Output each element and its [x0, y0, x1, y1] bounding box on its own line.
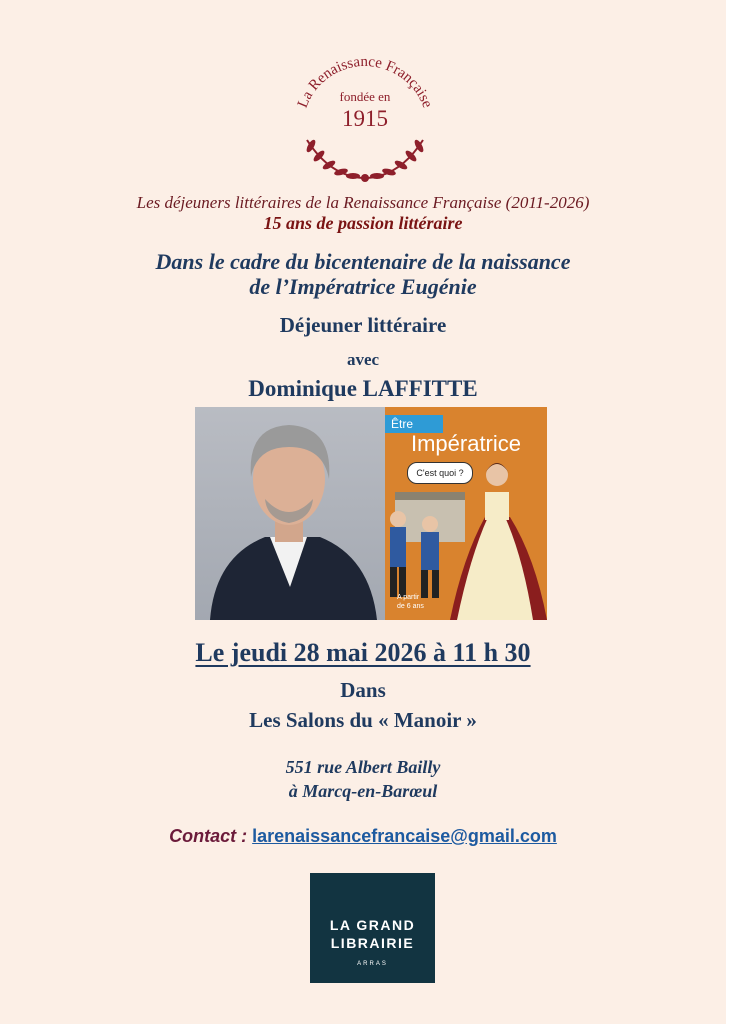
event-type: Déjeuner littéraire	[279, 313, 447, 337]
contact-line	[0, 826, 726, 847]
renaissance-francaise-logo	[285, 28, 445, 188]
series-tagline: 15 ans de passion littéraire	[263, 213, 463, 233]
book-age-line-2: de 6 ans	[397, 603, 424, 610]
contact-email-link[interactable]: larenaissancefrancaise@gmail.com	[252, 826, 557, 846]
contact-label: Contact :	[169, 826, 248, 846]
portrait-icon	[195, 407, 385, 620]
address-line-1: 551 rue Albert Bailly	[285, 757, 441, 777]
context-line-1: Dans le cadre du bicentenaire de la naissance	[155, 249, 571, 274]
partner-line-3: ARRAS	[357, 961, 388, 967]
logo-founded-year: 1915	[342, 106, 388, 131]
venue-name: Les Salons du « Manoir »	[249, 708, 477, 732]
laurel-wreath-icon	[305, 138, 425, 182]
event-with: avec	[346, 350, 380, 369]
empress-illustration-icon	[385, 407, 547, 620]
book-cover	[385, 407, 547, 620]
event-date: Le jeudi 28 mai 2026 à 11 h 30	[195, 638, 531, 667]
series-title: Les déjeuners littéraires de la Renaissance Française (2011-2026)	[136, 193, 590, 212]
book-bubble: C'est quoi ?	[407, 462, 473, 484]
address-line-2: à Marcq-en-Barœul	[288, 781, 438, 801]
author-name: Dominique LAFFITTE	[248, 376, 478, 401]
context-line-2: de l’Impératrice Eugénie	[249, 274, 477, 299]
logo-founded-label: fondée en	[339, 89, 391, 104]
partner-line-1: LA GRAND	[329, 917, 416, 933]
book-title: Impératrice	[410, 431, 522, 456]
partner-line-2: LIBRAIRIE	[330, 935, 415, 951]
author-photo	[195, 407, 385, 620]
book-tag: Être	[385, 415, 443, 433]
la-grand-librairie-logo	[310, 873, 435, 983]
book-age-line-1: A partir	[397, 594, 420, 601]
event-in: Dans	[340, 678, 386, 702]
logo-arc-text: La Renaissance Française	[294, 53, 436, 111]
context-text	[0, 249, 726, 299]
